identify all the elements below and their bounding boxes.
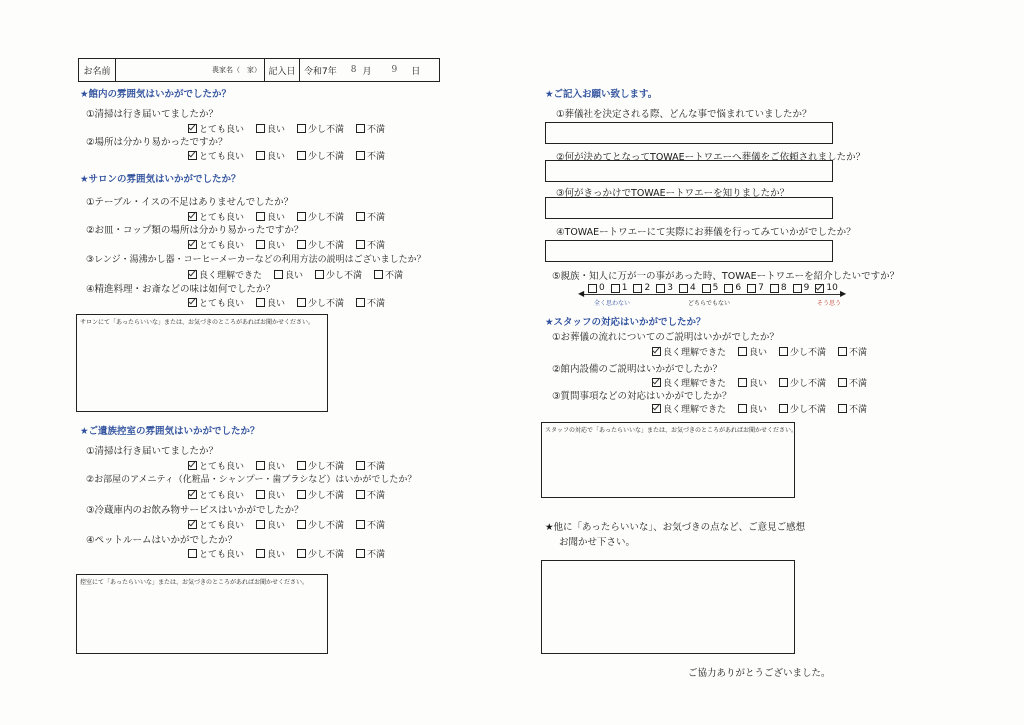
option[interactable]: 少し不満 <box>779 402 826 415</box>
checkbox-icon[interactable] <box>588 284 597 293</box>
option[interactable]: 少し不満 <box>779 376 826 389</box>
family-room-q3: ③冷蔵庫内のお飲み物サービスはいかがでしたか？ <box>86 505 304 516</box>
option[interactable]: 良い <box>256 518 285 531</box>
salon-q4: ④精進料理・お斎などの味は如何でしたか？ <box>86 284 276 295</box>
option[interactable]: 良い <box>256 296 285 309</box>
header-table <box>78 58 440 82</box>
checkbox-icon[interactable] <box>738 404 747 413</box>
salon-q2: ②お皿・コップ類の場所は分かり易かったですか？ <box>86 225 304 236</box>
option[interactable]: 不満 <box>356 296 385 309</box>
option[interactable]: 少し不満 <box>297 547 344 560</box>
scale-option[interactable]: 9 <box>793 283 810 293</box>
checkbox-checked-icon[interactable] <box>188 298 197 307</box>
other-line2: お聞かせ下さい。 <box>559 537 636 548</box>
checkbox-icon[interactable] <box>738 378 747 387</box>
option[interactable]: とても良い <box>188 459 244 472</box>
request-q5: ⑤親族・知人に万が一の事があった時、TOWAEートワエーを紹介したいですか？ <box>552 271 900 282</box>
checkbox-icon[interactable] <box>315 270 324 279</box>
option[interactable]: 不満 <box>838 402 867 415</box>
scale-option[interactable]: 7 <box>747 283 764 293</box>
scale-left-label: 全く思わない <box>594 300 631 307</box>
request-title: ★ご記入お願い致します。 <box>545 89 658 100</box>
option[interactable]: 不満 <box>356 149 385 162</box>
checkbox-icon[interactable] <box>356 151 365 160</box>
scale-option[interactable]: 10 <box>815 283 837 293</box>
option[interactable]: とても良い <box>188 149 244 162</box>
option[interactable]: とても良い <box>188 488 244 501</box>
option[interactable]: 良い <box>738 345 767 358</box>
checkbox-icon[interactable] <box>779 347 788 356</box>
salon-box-caption: サロンにて「あったらいいな」または、お気づきのところがあればお聞かせください。 <box>80 319 314 326</box>
staff-q1-options <box>652 345 867 358</box>
request-q4: ④TOWAEートワエーにて実際にお葬儀を行ってみていかがでしたか？ <box>556 227 856 238</box>
option[interactable]: 良い <box>256 238 285 251</box>
scale-option[interactable]: 3 <box>656 283 673 293</box>
option[interactable]: とても良い <box>188 296 244 309</box>
checkbox-checked-icon[interactable] <box>815 284 824 293</box>
request-q3: ③何がきっかけでTOWAEートワエーを知りましたか？ <box>556 188 790 199</box>
staff-q2: ②館内設備のご説明はいかがでしたか？ <box>552 364 723 375</box>
option[interactable]: 不満 <box>356 122 385 135</box>
staff-q3-options <box>652 402 867 415</box>
checkbox-icon[interactable] <box>838 378 847 387</box>
option[interactable]: 不満 <box>356 518 385 531</box>
checkbox-icon[interactable] <box>256 549 265 558</box>
checkbox-icon[interactable] <box>656 284 665 293</box>
salon-q2-options <box>188 238 385 251</box>
checkbox-icon[interactable] <box>356 298 365 307</box>
other-comment-box[interactable] <box>541 560 795 654</box>
option[interactable]: 少し不満 <box>297 210 344 223</box>
family-label: 喪家名（ <box>212 66 240 74</box>
checkbox-icon[interactable] <box>838 347 847 356</box>
option[interactable]: 良い <box>256 547 285 560</box>
family-room-q1: ①清掃は行き届いてましたか？ <box>86 446 219 457</box>
checkbox-icon[interactable] <box>738 347 747 356</box>
checkbox-icon[interactable] <box>256 520 265 529</box>
option[interactable]: 不満 <box>356 459 385 472</box>
checkbox-checked-icon[interactable] <box>188 124 197 133</box>
name-label: お名前 <box>79 59 116 81</box>
staff-q1: ①お葬儀の流れについてのご説明はいかがでしたか？ <box>552 332 779 343</box>
salon-title: ★サロンの雰囲気はいかがでしたか？ <box>80 174 241 185</box>
checkbox-icon[interactable] <box>779 378 788 387</box>
checkbox-icon[interactable] <box>679 284 688 293</box>
checkbox-icon[interactable] <box>256 490 265 499</box>
family-room-q2: ②お部屋のアメニティ（化粧品・シャンプー・歯ブラシなど）はいかがでしたか？ <box>86 475 417 485</box>
checkbox-icon[interactable] <box>297 461 306 470</box>
checkbox-icon[interactable] <box>356 240 365 249</box>
checkbox-icon[interactable] <box>356 549 365 558</box>
family-room-q4: ④ペットルームはいかがでしたか？ <box>86 535 238 546</box>
era: 令和7年 <box>304 66 337 77</box>
checkbox-icon[interactable] <box>356 461 365 470</box>
option[interactable]: とても良い <box>188 210 244 223</box>
option[interactable]: とても良い <box>188 518 244 531</box>
entry-date <box>300 59 439 81</box>
family-room-comment-box[interactable] <box>76 574 328 654</box>
checkbox-icon[interactable] <box>297 124 306 133</box>
scale-option[interactable]: 5 <box>702 283 719 293</box>
option[interactable]: 少し不満 <box>297 238 344 251</box>
option[interactable]: 良く理解できた <box>652 402 726 415</box>
checkbox-icon[interactable] <box>297 212 306 221</box>
checkbox-icon[interactable] <box>256 461 265 470</box>
thanks-text: ご協力ありがとうございました。 <box>688 668 831 679</box>
option[interactable]: 良い <box>738 402 767 415</box>
checkbox-icon[interactable] <box>633 284 642 293</box>
staff-title: ★スタッフの対応はいかがでしたか？ <box>545 317 706 328</box>
checkbox-icon[interactable] <box>256 240 265 249</box>
hall-q2: ②場所は分かり易かったですか？ <box>86 137 228 148</box>
scale-mid-label: どちらでもない <box>688 300 730 307</box>
scale-option[interactable]: 2 <box>633 283 650 293</box>
checkbox-icon[interactable] <box>702 284 711 293</box>
option[interactable]: 少し不満 <box>779 345 826 358</box>
checkbox-checked-icon[interactable] <box>188 490 197 499</box>
checkbox-checked-icon[interactable] <box>188 270 197 279</box>
option[interactable]: 不満 <box>356 547 385 560</box>
option[interactable]: とても良い <box>188 122 244 135</box>
option[interactable]: 不満 <box>356 238 385 251</box>
checkbox-icon[interactable] <box>297 549 306 558</box>
request-a2-field[interactable] <box>545 160 833 182</box>
arrow-right-icon: ▶ <box>840 289 847 298</box>
option[interactable]: とても良い <box>188 238 244 251</box>
option[interactable]: 少し不満 <box>297 149 344 162</box>
option[interactable]: 不満 <box>356 210 385 223</box>
option[interactable]: 良く理解できた <box>652 345 726 358</box>
option[interactable]: 少し不満 <box>315 268 362 281</box>
checkbox-icon[interactable] <box>256 124 265 133</box>
checkbox-icon[interactable] <box>793 284 802 293</box>
hall-q2-options <box>188 149 385 162</box>
checkbox-icon[interactable] <box>297 240 306 249</box>
checkbox-icon[interactable] <box>274 270 283 279</box>
staff-q3: ③質問事項などの対応はいかがでしたか？ <box>552 391 732 402</box>
day-value: 9 <box>391 65 398 75</box>
checkbox-checked-icon[interactable] <box>188 520 197 529</box>
salon-q1: ①テーブル・イスの不足はありませんでしたか？ <box>86 197 294 208</box>
checkbox-checked-icon[interactable] <box>652 347 661 356</box>
day-label: 日 <box>411 66 421 77</box>
checkbox-icon[interactable] <box>838 404 847 413</box>
scale-right-label: そう思う <box>817 300 842 307</box>
family-room-q2-options <box>188 488 385 501</box>
entry-date-label: 記入日 <box>265 59 300 81</box>
month-value: 8 <box>350 65 357 75</box>
scale-option[interactable]: 0 <box>588 283 605 293</box>
request-a4-field[interactable] <box>545 240 833 262</box>
option[interactable]: 良く理解できた <box>652 376 726 389</box>
hall-q1: ①清掃は行き届いてましたか？ <box>86 109 219 120</box>
option[interactable]: 少し不満 <box>297 488 344 501</box>
recommend-scale <box>588 283 838 293</box>
option[interactable]: とても良い <box>188 547 244 560</box>
salon-comment-box[interactable] <box>76 314 328 412</box>
checkbox-icon[interactable] <box>779 404 788 413</box>
option[interactable]: 良い <box>256 122 285 135</box>
family-suffix: 家） <box>244 59 265 81</box>
option[interactable]: 良い <box>256 210 285 223</box>
arrow-left-icon: ◀ <box>578 289 585 298</box>
family-room-q3-options <box>188 518 385 531</box>
other-line1: ★他に「あったらいいな」、お気づきの点など、ご意見ご感想 <box>545 522 806 533</box>
checkbox-icon[interactable] <box>256 298 265 307</box>
checkbox-icon[interactable] <box>256 212 265 221</box>
checkbox-icon[interactable] <box>297 520 306 529</box>
option[interactable]: 少し不満 <box>297 459 344 472</box>
option[interactable]: 不満 <box>374 268 403 281</box>
option[interactable]: 少し不満 <box>297 296 344 309</box>
family-room-q1-options <box>188 459 385 472</box>
checkbox-icon[interactable] <box>356 520 365 529</box>
hall-title: ★館内の雰囲気はいかがでしたか？ <box>80 89 232 100</box>
checkbox-checked-icon[interactable] <box>188 240 197 249</box>
option[interactable]: 不満 <box>838 345 867 358</box>
checkbox-checked-icon[interactable] <box>652 378 661 387</box>
checkbox-checked-icon[interactable] <box>188 212 197 221</box>
checkbox-icon[interactable] <box>374 270 383 279</box>
checkbox-icon[interactable] <box>356 124 365 133</box>
salon-q3-options <box>188 268 403 281</box>
option[interactable]: 良い <box>274 268 303 281</box>
checkbox-icon[interactable] <box>724 284 733 293</box>
request-a1-field[interactable] <box>545 122 833 144</box>
option[interactable]: 良い <box>256 149 285 162</box>
staff-box-caption: スタッフの対応で「あったらいいな」または、お気づきのところがあればお聞かせください。 <box>545 427 797 434</box>
scale-option[interactable]: 4 <box>679 283 696 293</box>
family-room-box-caption: 控室にて「あったらいいな」または、お気づきのところがあればお聞かせください。 <box>80 579 308 586</box>
checkbox-icon[interactable] <box>188 549 197 558</box>
option[interactable]: 良い <box>256 488 285 501</box>
scale-arrow <box>582 294 844 295</box>
option[interactable]: 少し不満 <box>297 518 344 531</box>
option[interactable]: 少し不満 <box>297 122 344 135</box>
request-q2: ②何が決めてとなってTOWAEートワエーへ葬儀をご依頼されましたか？ <box>556 152 866 163</box>
checkbox-icon[interactable] <box>356 490 365 499</box>
checkbox-icon[interactable] <box>356 212 365 221</box>
option[interactable]: 良い <box>256 459 285 472</box>
checkbox-checked-icon[interactable] <box>188 461 197 470</box>
request-q1: ①葬儀社を決定される際、どんな事で悩まれていましたか？ <box>556 109 812 120</box>
option[interactable]: 良く理解できた <box>188 268 262 281</box>
option[interactable]: 不満 <box>356 488 385 501</box>
option[interactable]: 良い <box>738 376 767 389</box>
salon-q3: ③レンジ・湯沸かし器・コーヒーメーカーなどの利用方法の説明はございましたか？ <box>86 255 426 265</box>
scale-option[interactable]: 1 <box>611 283 628 293</box>
checkbox-icon[interactable] <box>297 151 306 160</box>
checkbox-icon[interactable] <box>747 284 756 293</box>
checkbox-checked-icon[interactable] <box>652 404 661 413</box>
checkbox-icon[interactable] <box>770 284 779 293</box>
option[interactable]: 不満 <box>838 376 867 389</box>
staff-comment-box[interactable] <box>541 422 795 498</box>
scale-option[interactable]: 8 <box>770 283 787 293</box>
family-room-q4-options <box>188 547 385 560</box>
request-a3-field[interactable] <box>545 197 833 219</box>
month-label: 月 <box>362 66 372 77</box>
family-room-title: ★ご遺族控室の雰囲気はいかがでしたか？ <box>80 426 260 437</box>
scale-option[interactable]: 6 <box>724 283 741 293</box>
checkbox-icon[interactable] <box>297 298 306 307</box>
checkbox-icon[interactable] <box>297 490 306 499</box>
checkbox-checked-icon[interactable] <box>188 151 197 160</box>
salon-q4-options <box>188 296 385 309</box>
checkbox-icon[interactable] <box>611 284 620 293</box>
checkbox-icon[interactable] <box>256 151 265 160</box>
